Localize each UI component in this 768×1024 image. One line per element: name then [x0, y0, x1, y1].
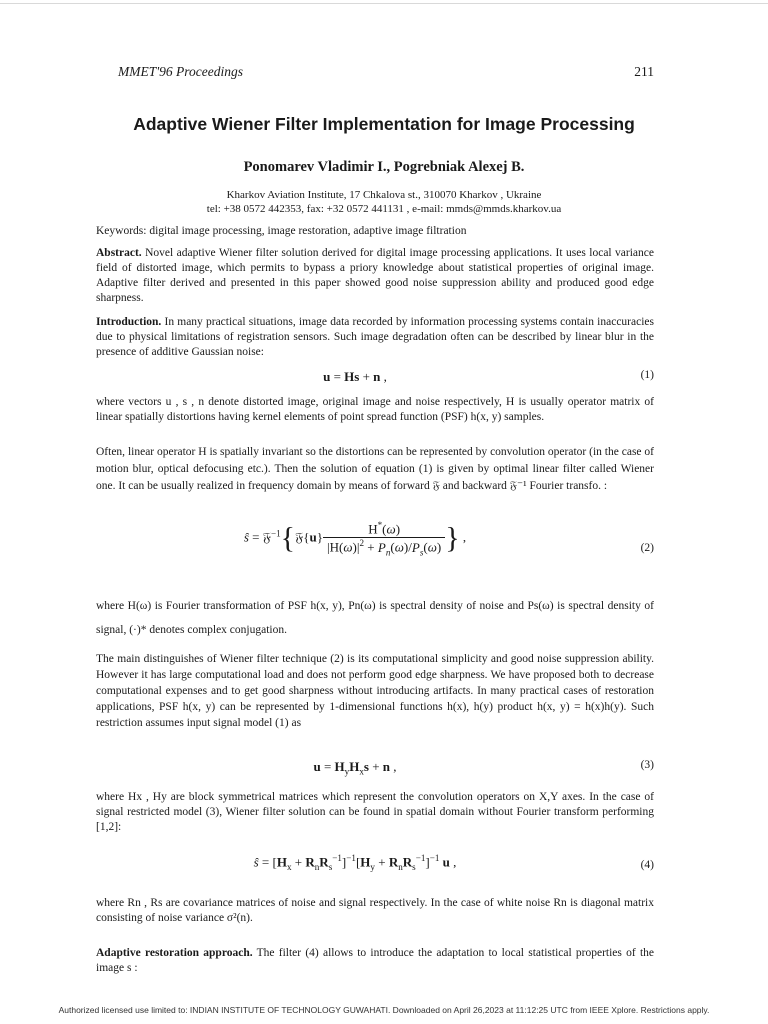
paper-title: Adaptive Wiener Filter Implementation for Image Processing: [133, 114, 635, 134]
adaptive-label: Adaptive restoration approach.: [96, 947, 253, 959]
equation-4-body: ŝ = $[H_x + R_nR_s^{-1}]^{-1}[H_y + R_nR_s^{-1}]^{-1}$ u ,: [253, 853, 457, 872]
equation-3: [96, 759, 654, 779]
affiliation: [0, 188, 768, 216]
abstract-text: Novel adaptive Wiener filter solution derived for digital image processing applications. It uses local variance field of distorted image, which permits to bypass a priory knowledge about statistical properties of original image. Adaptive filter derived and presented in this paper showed good noise suppression ability and produced good edge sharpness.: [96, 247, 654, 304]
affiliation-line-1: Kharkov Aviation Institute, 17 Chkalova st., 310070 Kharkov , Ukraine: [226, 189, 542, 201]
adaptive-text: The filter (4) allows to introduce the adaptation to local statistical properties of the image s :: [96, 947, 654, 974]
equation-2-body: ŝ = 𝔉$^{-1}${𝔉{u} $\frac{H^*(\omega)}{|H(\omega)|^2 + P_n(\omega)/P_s(\omega)}$ } ,: [243, 520, 467, 558]
paragraph-main: The main distinguishes of Wiener filter technique (2) is its computational simplicity and good noise suppression ability. However it has large computational load and does not perform good edge sharpness. We have proposed both to decrease computational expenses and to get good sharpness without introducing artifacts. In many practical cases of restoration applications, PSF h(x, y) can be represented by 1-dimensional functions h(x), h(y) product h(x, y) = h(x)h(y). Such restriction assumes input signal model (1) as: [96, 653, 654, 729]
equation-4: [96, 853, 654, 881]
equation-1: [96, 369, 654, 389]
running-header: MMET'96 Proceedings: [118, 64, 243, 79]
paragraph-after-eq2: where H(ω) is Fourier transformation of PSF h(x, y), Pn(ω) is spectral density of noise and Ps(ω) is spectral density of signal, (·)* denotes complex conjugation.: [96, 600, 654, 636]
ieee-footer: Authorized licensed use limited to: INDIAN INSTITUTE OF TECHNOLOGY GUWAHATI. Downloaded on April 26,2023 at 11:12:25 UTC from IEEE Xplore. Restrictions apply.: [58, 1005, 710, 1015]
adaptive-paragraph: [96, 946, 654, 976]
equation-1-body: u = Hs + n ,: [323, 369, 387, 384]
equation-2: [96, 520, 654, 580]
equation-3-number: (3): [640, 759, 654, 771]
page-number: 211: [634, 64, 654, 79]
affiliation-line-2: tel: +38 0572 442353, fax: +32 0572 441131 , e-mail: mmds@mmds.kharkov.ua: [206, 203, 562, 215]
abstract-label: Abstract.: [96, 247, 142, 259]
equation-2-number: (2): [640, 542, 654, 554]
equation-4-number: (4): [640, 859, 654, 871]
keywords: Keywords: digital image processing, image restoration, adaptive image filtration: [96, 225, 467, 237]
equation-1-number: (1): [640, 369, 654, 381]
introduction-label: Introduction.: [96, 316, 162, 328]
introduction-text: In many practical situations, image data recorded by information processing systems contain inaccuracies due to physical limitations of registration sensors. Such image degradation often can be described by linear blur in the presence of additive Gaussian noise:: [96, 316, 654, 358]
equation-3-body: $u = H_yH_xs + n$ ,: [313, 759, 397, 777]
paragraph-after-eq1: where vectors u , s , n denote distorted image, original image and noise respectively, H is usually operator matrix of linear spatially distortions having kernel elements of point spread function (PSF) h(x, y) samples.: [96, 396, 654, 423]
abstract-paragraph: [96, 246, 654, 306]
paragraph-after-eq4: where Rn , Rs are covariance matrices of noise and signal respectively. In the case of white noise Rn is diagonal matrix consisting of noise variance σ²(n).: [96, 897, 654, 924]
paragraph-after-eq3: where Hx , Hy are block symmetrical matrices which represent the convolution operators on X,Y axes. In the case of signal restricted model (3), Wiener filter solution can be found in spatial domain without Fourier transform performing [1,2]:: [96, 791, 654, 833]
paragraph-wiener: Often, linear operator H is spatially invariant so the distortions can be represented by convolution operator (in the case of motion blur, optical defocusing etc.). Then the solution of equation (1) is given by optimal linear filter called Wiener one. It can be usually realized in frequency domain by means of forward 𝔉 and backward 𝔉⁻¹ Fourier transfo. :: [96, 446, 654, 492]
introduction-paragraph: [96, 315, 654, 360]
paper-authors: Ponomarev Vladimir I., Pogrebniak Alexej B.: [243, 159, 525, 175]
